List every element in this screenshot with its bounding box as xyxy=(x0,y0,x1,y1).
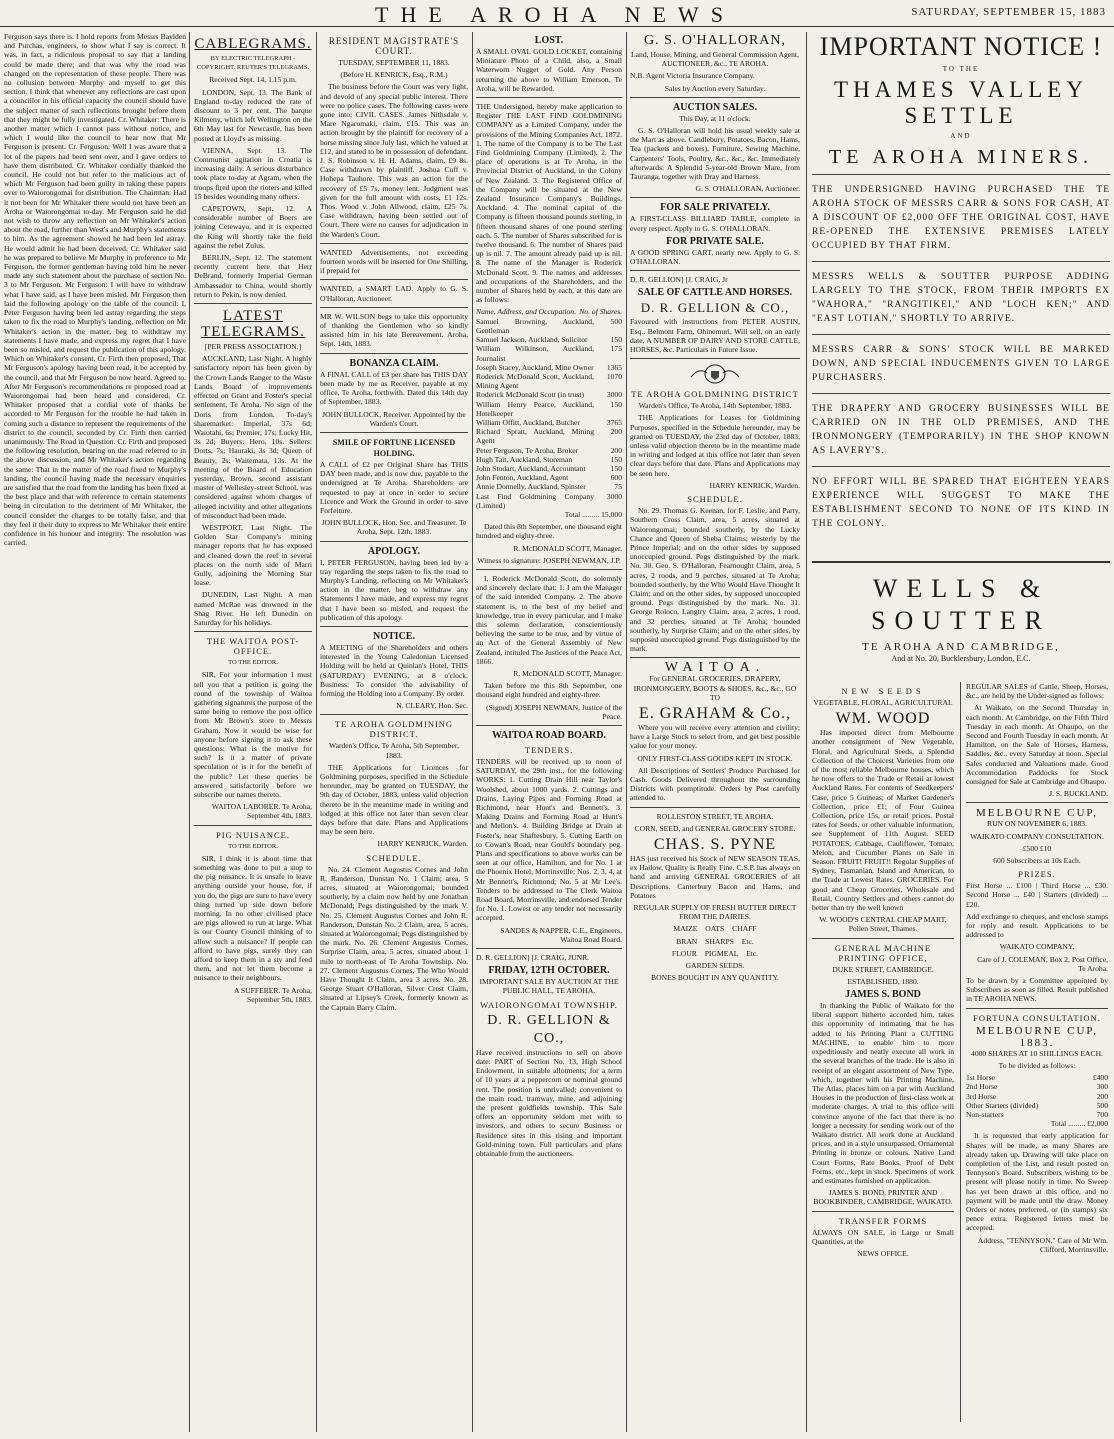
post-office-signature: WAITOA LABORER. Te Aroha, September 4th, 1883. xyxy=(211,802,312,821)
notice-to-the: TO THE xyxy=(942,65,980,73)
column-company xyxy=(476,32,622,1432)
divider xyxy=(320,626,468,627)
notice-paragraph-5: NO EFFORT WILL BE SPARED THAT EIGHTEEN YEARS EXPERIENCE WILL SUGGEST TO MAKE THE ESTABLISHMENT SECOND TO NONE OF ITS KIND IN THE COLONY. xyxy=(812,477,1110,529)
column-rule xyxy=(316,32,317,1432)
halloran-text: Land, House, Mining, and General Commission Agent, AUCTIONEER, &c., TE AROHA. xyxy=(631,50,799,69)
important-notice-heading: IMPORTANT NOTICE ! xyxy=(819,32,1103,61)
goods-line-2: BRAN SHARPS Etc. xyxy=(676,936,754,946)
machine-printing-heading: GENERAL MACHINE PRINTING OFFICE, xyxy=(834,942,932,963)
divider xyxy=(812,334,1110,335)
divider xyxy=(320,279,468,280)
witness: Witness to signature: JOSEPH NEWMAN, J.P. xyxy=(477,555,621,565)
court-heading: RESIDENT MAGISTRATE'S COURT. xyxy=(328,36,460,56)
insurance-note: N.B. Agent Victoria Insurance Company. xyxy=(630,71,755,81)
shareholder-shares: 150 xyxy=(610,399,622,409)
cattle-text: Favoured with instructions from PETER AUSTIN, Esq., Belmont Farm, Ohinemuri, Will sell, on an early date, A NUMBER OF DAIRY AND STORE CATTLE, HORSES, &c. Particulars in Future Issue. xyxy=(630,317,800,355)
apology-text: I, PETER FERGUSON, having been led by a tray regarding the steps taken to fix the road to Murphy's Landing, reflecting on Mr Whitaker's action in the matter, beg to withdraw any Statements I have made, and express my regret that I have been so misled, and request the publication of this apology. xyxy=(320,557,468,622)
billiard-ad: A FIRST-CLASS BILLIARD TABLE, complete in every respect. Apply to G. S. O'HALLORAN. xyxy=(630,214,800,233)
shares-offer: 4000 SHARES AT 10 SHILLINGS EACH. xyxy=(971,1048,1103,1058)
bonanza-heading: BONANZA CLAIM. xyxy=(349,357,439,369)
shareholder-name: Joseph Stacey, Auckland, Mine Owner xyxy=(476,362,594,372)
goldmining-heading: TE AROHA GOLDMINING DISTRICT xyxy=(631,389,799,400)
column-rule xyxy=(626,32,627,1432)
gellion-name: D. R. GELLION & CO., xyxy=(487,1012,611,1046)
shareholder-shares: 3765 xyxy=(606,417,622,427)
divider xyxy=(476,569,622,570)
column-council-report xyxy=(4,32,186,1432)
fortuna-text: It is requested that early application for Shares will be made, as many Shares are already taken up. Drawing will take place on completion of the List, and result posted on Tennyson's Board. Subscribers wishing to be present will please notify in time. No Sweep has yet been drawn at this office, and no payment will be made until the draw. Money Orders or notes preferred, or (in stamps) six pence extra. Registered letters must be accepted. xyxy=(966,1131,1108,1233)
auction-text: G. S. O'Halloran will hold his usual weekly sale at the Mart as above. Candlebury, Potatoes, Bacon, Hams, Tea (packets and boxes), Furniture, Sewing Machine, Carpenters' Tools, Poultry, &c., &c., &c. Immediately afterwards: A Splendid 5-year-old Brown Mare, from Tauranga, together with Dray and Harness. xyxy=(630,126,800,182)
shareholder-name: William Wilkinson, Auckland, Journalist xyxy=(476,344,594,363)
scott-signature: R. McDONALD SCOTT, Manager. xyxy=(513,543,622,553)
divider xyxy=(320,353,468,354)
post-office-to: TO THE EDITOR. xyxy=(228,659,278,667)
shareholder-shares: 1365 xyxy=(606,362,622,372)
scott-signature-2: R. McDONALD SCOTT, Manager. xyxy=(513,669,622,678)
shareholder-shares: 150 xyxy=(610,454,622,464)
cheques-text: Add exchange to cheques, and enclose stamps for reply and result. Applications to be addressed to xyxy=(966,911,1108,940)
prize-value: £400 xyxy=(1092,1073,1108,1083)
lost-text: A SMALL OVAL GOLD LOCKET, containing Miniature Photo of a Child, also, a Small Waterworn Nugget of Gold. Any Person returning the above to William Emerson, Te Aroha, will be Rewarded. xyxy=(476,47,622,93)
fortuna-heading: FORTUNA CONSULTATION. xyxy=(973,1012,1101,1023)
shareholder-shares: 600 xyxy=(610,473,622,483)
prize-list xyxy=(966,1073,1108,1119)
tenders-heading: TENDERS. xyxy=(524,745,574,756)
thames-valley-heading: THAMES VALLEY SETTLE xyxy=(834,77,1088,128)
gellion-craig-header: D. R. GELLION] [J. CRAIG, Jr xyxy=(630,275,728,285)
subcolumn-sales xyxy=(966,682,1108,1257)
shareholder-name: Last Find Goldmining Company (Limited) xyxy=(476,491,594,510)
divided-label: To be divided as follows: xyxy=(998,1060,1076,1070)
cablegrams-received: Received Sept. 14, 1.15 p.m. xyxy=(209,75,297,85)
shareholder-shares: 200 xyxy=(610,445,622,455)
header-name: Name, Address, and Occupation. xyxy=(476,307,576,317)
divider xyxy=(630,270,800,271)
prize-row xyxy=(966,1110,1108,1119)
auction-day: This Day, at 11 o'clock. xyxy=(679,113,751,123)
cart-ad: A GOOD SPRING CART, nearly new. Apply to G. S. O'HALLORAN. xyxy=(630,247,800,267)
divider xyxy=(320,307,468,308)
care-of-coleman: Care of J. COLEMAN, Box 2, Post Office, Te Aroha. xyxy=(977,954,1108,973)
goods-line-1: MAIZE OATS CHAFF xyxy=(673,924,757,934)
company-dated: Dated this 8th September, one thousand eight hundred and eighty-three. xyxy=(476,522,622,541)
private-sale-heading-2: FOR PRIVATE SALE. xyxy=(666,235,764,247)
kenrick-signature: HARRY KENRICK, Warden. xyxy=(377,839,468,849)
shareholder-shares: 3000 xyxy=(606,491,622,501)
prizes-heading: PRIZES. xyxy=(1018,869,1056,880)
shareholder-name: Annie Donnelly, Auckland, Spinster xyxy=(476,482,586,492)
shareholder-row xyxy=(476,390,622,399)
important-sale: IMPORTANT SALE BY AUCTION AT THE PUBLIC HALL, TE AROHA. xyxy=(479,977,619,996)
prize-value: 700 xyxy=(1096,1109,1108,1119)
district-heading: TE AROHA GOLDMINING DISTRICT. xyxy=(334,719,454,740)
private-sale-heading: FOR SALE PRIVATELY. xyxy=(660,202,770,214)
column-rule xyxy=(806,32,807,1432)
divider xyxy=(812,466,1110,467)
schedule-text-2: No. 29. Thomas G. Keenan, for F. Leslie, and Party, Southern Cross Claim, area, 5 acres, situated at Waiorongomai; bounded southerly, by the Lucky Chance and Queen of Sheba Claims; westerly by the Prince Imperial; and on the other sides by supposed unoccupied ground. Pegs distinguished by the mark. No. 30. Geo. S. O'Halloran, Fearnought Claim, area, 5 acres, 2 roods, and 9 perches, situated at Te Aroha; bounded southerly, by the Who Would Have Thought It Claim; and on the other sides, by supposed unoccupied ground. Pegs distinguished by the mark. No. 31. George Roloco, Langtry Claim, area, 2 acres, 1 rood, and 32 perches, situated at Te Aroha; bounded southerly, by Surprise Claim; and on the other sides, by supposed unoccupied ground. Pegs distinguished by the mark. xyxy=(630,506,800,654)
seeds-heading: NEW SEEDS xyxy=(841,686,925,696)
cable-capetown: CAPETOWN, Sept. 12. A considerable number of Boers are joining Cetewayo, and it is expected the King will shortly take the field against the rebel Zulus. xyxy=(194,204,312,250)
shareholder-name: William Offitt, Auckland, Butcher xyxy=(476,417,580,427)
divider xyxy=(194,825,312,826)
tenders-text: TENDERS will be received up to noon of SATURDAY, the 29th inst., for the following WORKS: 1. Cutting Drain Hill near Taylor's Woolshed, about 1000 yards. 2. Cuttings and Drains, Laying Pipes and Forming Road at Richmond, near Hunt's and Bennett's. 3. Making Drains and Forming Road at Hunt's and Mellon's. 4. Building Bridge at Drain at Foster's, near Shaftesbury. 5. Cutting Earth on to Cowan's Road, near Gould's boundary peg. Plans and specifications to above works can be seen at our office, Hamilton, and for No. 1 at the Phoenix Hotel, Morrinsville; Nos. 2, 3, 4, at Mr Bennett's, Richmond; No. 5 at Mr Lee's. Tenders to be addressed to The Clerk Waitoa Road Board, Morrinsville, and endorsed Tender for No. 1. Lowest or any tender not necessarily accepted. xyxy=(476,757,622,923)
masthead xyxy=(0,0,1114,27)
pyne-name: CHAS. S. PYNE xyxy=(653,835,777,853)
shareholder-row xyxy=(476,492,622,510)
divider xyxy=(630,657,800,658)
shareholder-row xyxy=(476,482,622,491)
drawn-text: To be drawn by a Committee appointed by Subscribers as soon as filled. Result published in TE AROHA NEWS. xyxy=(966,976,1108,1004)
divider xyxy=(812,393,1110,394)
graham-text: Where you will receive every attention and civility; have a Large Stock to select from, and get best possible value for your money. xyxy=(630,722,800,751)
shareholder-row xyxy=(476,317,622,335)
shareholder-name: Peter Ferguson, Te Aroha, Broker xyxy=(476,445,579,455)
telegram-westport: WESTPORT, Last Night. The Golden Star Company's mining manager reports that he has exposed and cleaned down the reef in several places on the north side of Marri Gully, adjoining the Morning Star lease. xyxy=(194,522,312,588)
shareholder-shares: 75 xyxy=(614,482,622,492)
wilson-thanks: MR W. WILSON begs to take this opportunity of thanking the Gentlemen who so kindly assisted him in his late Bereavement. Aroha, Sept. 14th, 1883. xyxy=(320,311,468,349)
court-text: The business before the Court was very light, and devoid of any special public interest. There were no police cases. The following cases were gone into: CIVIL CASES. James Nithsdale v. Mare Ngaromaki, claim, £15. This was an action brought by the plaintiff for recovery of a horse missing since July last, which he valued at £12, and stated to be in possession of defendant. J. S. Robinson v. H. H. Adams, claim, £9 8s. Case withdrawn by plaintiff. Joshua Cuff v. Hohepa Tauhore. This was an action for the recovery of £5 7s, money lent. Judgment was given for the full amount with costs, £1 12s. Thos. Wood v. John Allwood, claim, £25 7s. Case withdrawn, having been settled out of Court. There were no causes for adjudication in the Warden's Court. xyxy=(320,82,468,239)
cablegrams-byline: BY ELECTRIC TELEGRAPH - COPYRIGHT. REUTER'S TELEGRAMS. xyxy=(196,55,310,72)
divider xyxy=(320,541,468,542)
column-auctions xyxy=(630,32,800,1432)
graham-name: E. GRAHAM & Co., xyxy=(638,704,791,722)
bond-signature: JAMES S. BOND, PRINTER AND BOOKBINDER, CAMBRIDGE, WAIKATO. xyxy=(813,1188,953,1207)
bones-bought: BONES BOUGHT IN ANY QUANTITY. xyxy=(651,973,779,983)
wells-soutter-heading: WELLS & SOUTTER xyxy=(812,561,1110,637)
divider xyxy=(194,303,312,304)
tennyson-address: Address, "TENNYSON," Care of Mr Wm. Clifford, Morrinsville. xyxy=(977,1235,1108,1254)
shareholder-shares: 175 xyxy=(610,344,622,354)
prize-value: 500 xyxy=(1096,1100,1108,1110)
gellion-craig-header: D. R. GELLION] [J. CRAIG, JUNR. xyxy=(476,953,590,963)
notice-paragraph-1: THE UNDERSIGNED HAVING PURCHASED THE TE AROHA STOCK OF MESSRS CARR & SONS FOR CASH, AT A DISCOUNT OF £2,000 OFF THE ORIGINAL COST, HAVE RE-OPENED THE EXTENSIVE PREMISES LATELY OCCUPIED BY THAT FIRM. xyxy=(812,185,1110,251)
shareholder-name: Richard Spratt, Auckland, Mining Agent xyxy=(476,427,594,446)
divider xyxy=(320,432,468,433)
shareholder-row xyxy=(476,455,622,464)
duke-street: DUKE STREET, CAMBRIDGE. xyxy=(832,964,934,974)
declaration-text: I, Roderick McDonald Scott, do solemnly and sincerely declare that: 1. I am the Manager of the said intended Company. 2. The above statement is, to the best of my belief and knowledge, true in every particular, and I make this solemn declaration, conscientiously believing the same to be true, and by virtue of an Act of the General Assembly of New Zealand, intituled The Justices of the Peace Act, 1866. xyxy=(476,573,622,666)
shareholder-row xyxy=(476,473,622,482)
shareholder-name: Samuel Jackson, Auckland, Solicitor xyxy=(476,335,588,345)
auction-heading: AUCTION SALES. xyxy=(673,101,757,113)
seeds-sub: VEGETABLE, FLORAL, AGRICULTURAL xyxy=(813,698,953,707)
butter-supply: REGULAR SUPPLY OF FRESH BUTTER DIRECT FROM THE DAIRIES. xyxy=(633,903,797,922)
bond-text: In thanking the Public of Waikato for the liberal support hitherto accorded him, takes this opportunity of intimating that he has added to his Printing Plant a CUTTING MACHINE, to enable him to more expeditiously and neatly execute all work in the several branches of the trade. He is also in receipt of an elegant assortment of New Type, which, together with his Printing Machine, The Atlas, places him on a par with Auckland Houses in the production of first-class work at moderate charges. A trial to this office will convince anyone of the fact that there is no longer a necessity for sending work out of the Waikato district. All work done at Auckland prices, and in a style unsurpassed. Ornamental Printing in bronze or colours. Native Land Court Forms, Rate Books, Proof of Debt Forms, etc., kept in stock. Specimens of work and estimates furnished on application. xyxy=(812,1001,954,1185)
goods-line-3: FLOUR PIGMEAL Etc. xyxy=(671,948,759,958)
cattle-sale-heading: SALE OF CATTLE AND HORSES. xyxy=(637,287,793,299)
divider xyxy=(320,714,468,715)
bullock-signature: JOHN BULLOCK, Receiver. Appointed by the Warden's Court. xyxy=(322,409,466,428)
wells-soutter-address: And at No. 20, Bucklersbury, London, E.C. xyxy=(891,654,1031,663)
prize-row xyxy=(966,1073,1108,1082)
column-rule xyxy=(189,32,190,1432)
notice-paragraph-2: MESSRS WELLS & SOUTTER PURPOSE ADDING LARGELY TO THE STOCK, FROM THEIR IMPORTS EX "WAHORA," "RANGITIKEI," AND "LOCH KEN;" AND "EAST LOTIAN," SHORTLY TO ARRIVE. xyxy=(812,272,1110,324)
cable-berlin: BERLIN, Sept. 12. The statement recently current here that Herr DeBrand, formerly Imperial German Ambassador to China, would shortly return to Pekin, is now denied. xyxy=(194,253,312,299)
press-association: [PER PRESS ASSOCIATION.] xyxy=(204,342,302,352)
wood-store: W. WOOD'S CENTRAL CHEAP MART, Pollen Street, Thames. xyxy=(819,915,947,934)
telegram-dunedin: DUNEDIN, Last Night. A man named McRae was drowned in the Shag River. He left Dunedin on Saturday for his holidays. xyxy=(194,590,312,627)
prize-label: Other Starters (divided) xyxy=(966,1100,1039,1110)
gellion-sale-text: Have received instructions to sell on above date: PART of Section No. 13, High School Endowment, in suitable allotments; for a term of 10 years at a peppercorn or nominal ground rent. The position is unrivalled; convenient to the main road, tramway, mine, and adjoining the present goldfields township. This Sale offers an opportunity seldom met with to investors, and others to secure Business or Residence sites in this rising and important Gold-mining town. Full particulars and plans obtainable from the auctioneers. xyxy=(476,1047,622,1158)
divider xyxy=(812,1211,954,1212)
te-aroha-miners-heading: TE AROHA MINERS. xyxy=(829,146,1093,168)
melbourne-cup-1883: MELBOURNE CUP, 1883. xyxy=(975,1024,1099,1049)
buckland-signature: J. S. BUCKLAND. xyxy=(1049,789,1108,799)
shareholder-row xyxy=(476,372,622,390)
regular-sales: REGULAR SALES of Cattle, Sheep, Horses, &c., are held by the Under-signed as follows: xyxy=(966,682,1108,701)
notice-and: AND xyxy=(950,132,972,140)
divider xyxy=(630,358,800,359)
established: ESTABLISHED, 1880. xyxy=(847,976,919,986)
schedule-heading-2: SCHEDULE. xyxy=(687,494,743,505)
wanted-ad-notice: WANTED Advertisements, not exceeding fourteen words will be inserted for One Shilling, if prepaid for xyxy=(320,247,468,276)
divider xyxy=(630,807,800,808)
divider xyxy=(194,631,312,632)
column-rule xyxy=(472,32,473,1432)
column-court xyxy=(320,32,468,1432)
council-report-text: Ferguson says there is. I hold reports from Messrs Baylden and Purchas, engineers, to show what I say is correct. It was, in fact, a ridiculous proposal to say that a landing could be made there; and that was why the road was changed on the representation of these people. There was no collusion between Murphy and myself to get this section. I think that whenever any reflections are cast upon a councillor in his official capacity the council should have the subject matter of such reflections brought before them that they might be fully investigated. Cr. Whitaker: There is another matter which I cannot pass without notice, and which I would like the council to hear now that Mr Ferguson is present. Cr. Ferguson: Well I was aware that a lot of the papers had been sent over, and I gave orders to have them distributed. Cr. Whitaker cordially thanked the council. He could not but refer to the malicious act of which Mr Ferguson had been guilty in taking these papers over to Waiorongomai for distribution. The Chairman: Had it not been for Mr Whitaker there would not have been an Aroha or Waiorongomai to-day. Mr Ferguson said he did not wish to throw any reflection on Mr Whitaker's action about the road, further than West's and Murphy's statements to him. As the agreement showed he had been led astray. He would admit he had been deceived. Cr. Whitaker said he was prepared to believe Mr Murphy in preference to Mr Ferguson, the former gentleman having told him he never made any such statement about the purchase of section No. 3 to Mr Ferguson. Mr Ferguson: I will have to withdraw what I have said, as I have been misled. Mr Ferguson then laid the following apology on the table of the council: I, Peter Ferguson having been led astray regarding the steps taken to fix the road to Murphy's landing, reflection on Mr Whitaker's action in the matter, beg to withdraw my statements I have made, and express my regret that I have been so misled, and request the publication of this apology. Which on Whitaker's consent, Cr. Firth then proposed, That Mr Ferguson's apology having been read, it be accepted by the council, and that Mr Ferguson be now heard. Agreed to. After Mr Ferguson's recommendations re proposed road at Waiorongomai had been heard and considered, Cr. Whitaker proposed that a cordial vote of thanks be accorded to Mr Ferguson for the trouble he had taken in coming such a distance to represent the requirements of the district to the council, seconded by Cr. Firth then carried unanimously. The Road in Question. Cr. Firth and proposed the following resolution, bearing on the road referred to in the above discussion, and Mr Whitaker's action regarding the same: That in the matter of the road fixed to Murphy's landing, the council having made the necessary enquiries are satisfied that the road from the landing has been fixed at the best place and that with reference to certain statements being in circulation to the detriment of Mr Whitaker, the council consider the charges to be totally false, and that they feel it their duty to express to Mr Whitaker their entire confidence in his honour and integrity. The resolution was carried. xyxy=(4,32,186,548)
divider xyxy=(966,802,1108,803)
gellion-co-name: D. R. GELLION & CO., xyxy=(640,300,790,316)
post-office-heading: THE WAITOA POST-OFFICE. xyxy=(206,636,300,657)
sandes-signature: SANDES & NAPPER, C.E., Engineers, Waitoa Road Board. xyxy=(500,925,622,944)
court-date: TUESDAY, SEPTEMBER 11, 1883. xyxy=(338,58,450,67)
shareholder-name: Roderick McDonald Scott, Auckland, Mining Agent xyxy=(476,371,594,391)
taken-before: Taken before me this 8th September, one thousand eight hundred and eighty-three. xyxy=(476,681,622,700)
transfer-text: ALWAYS ON SALE, in Large or Small Quantities, at the xyxy=(812,1227,954,1246)
divider xyxy=(812,938,954,939)
wanted-lad-ad: WANTED, a SMART LAD. Apply to G. S. O'Halloran, Auctioneer. xyxy=(320,284,468,303)
column-important-notice xyxy=(812,32,1110,1432)
court-before: (Before H. KENRICK, Esq., R.M.) xyxy=(340,70,448,80)
divider xyxy=(476,97,622,98)
shareholders-list xyxy=(476,317,622,510)
pig-nuisance-signature: A SUFFERER. Te Aroha, September 5th, 1883. xyxy=(233,985,312,1004)
divider xyxy=(476,725,622,726)
shareholders-header xyxy=(476,307,622,316)
notice-paragraph-4: THE DRAPERY AND GROCERY BUSINESSES WILL BE CARRIED ON IN THE OLD PREMISES, AND THE IRONMONGERY (TEMPORARILY) IN THE SHOP KNOWN AS LAVERY'S. xyxy=(812,404,1110,456)
cup-run-date: RUN ON NOVEMBER 6, 1883. xyxy=(987,819,1087,829)
friday-heading: FRIDAY, 12TH OCTOBER. xyxy=(488,965,610,977)
subscribers: 600 Subscribers at 10s Each. xyxy=(993,856,1081,866)
prizes-text: First Horse ... £100 | Third Horse ... £30. Second Horse ... £40 | Starters (divided) ... £20. xyxy=(966,881,1108,909)
wood-text: Has imported direct from Melbourne another consignment of New Vegetable, Floral, and Agricultural Seeds, a Splendid Collection of the Choicest Varieties from one of the most reliable Melbourne houses, which he now offers to the Trade or Retail at lowest Auckland Rates. For contents of Seedkeepers' Case, price 5 Guineas; of Market Gardener's Collection, price £1; of Four Guinea Collection, price 15s, or retail prices. Postal rates for Seeds, or other valuable information, see Supplement of 11th August. SEED POTATOES, Cabbage, Cauliflower, Tomato, Melon, and Cucumber Plants on Sale in Season. FRUIT! FRUIT!! Regular Supplies of Sydney, Tasmanian, Island and American, to the Trade at Lowest Rates. GROCERIES. For good and Cheap Groceries, Wholesale and Retail, Country Settlers and others cannot do better than try the well known xyxy=(812,728,954,913)
consultation-heading: WAIKATO COMPANY CONSULTATION. xyxy=(970,831,1104,841)
prize-value: 300 xyxy=(1096,1082,1108,1092)
settlers-text: All Descriptions of Settlers' Produce Purchased for Cash. Goods Delivered throughout the surrounding Districts with promptitude. Orders by Post carefully attended to. xyxy=(630,765,800,803)
shareholders-total: Total ......... 15,000 xyxy=(564,509,622,519)
divider xyxy=(630,197,800,198)
garden-seeds: GARDEN SEEDS. xyxy=(685,961,745,971)
company-text: THE Undersigned, hereby make application to Register THE LAST FIND GOLDMINING COMPANY as a Limited Company, under the provisions of the Mining Companies Act, 1872. 1. The name of the Company is to be The Last Find Goldmining Company (Limited). 2. The place of operations is at Te Aroha, in the Provincial District of Auckland, in the Colony of New Zealand. 3. The Registered Office of the Company will be situated at the New Zealand Insurance Company's Buildings, Auckland. 4. The nominal capital of the Company is fifteen thousand pounds sterling, in fifteen thousand shares of one pound sterling each. 5. The number of Shares subscribed for is twelve thousand. 6. The number of Shares paid up is nil. 7. The amount already paid up is nil. 8. The name of the Manager is Roderick McDonald Scott. 9. The names and addresses and occupations of the Shareholders, and the number of Shares held by each, at this date are as follows: xyxy=(476,102,622,305)
prize-row xyxy=(966,1082,1108,1091)
column-cablegrams xyxy=(194,32,312,1432)
halloran-signature: G. S. O'HALLORAN, Auctioneer. xyxy=(695,184,800,194)
shareholder-row xyxy=(476,344,622,362)
transfer-forms-heading: TRANSFER FORMS xyxy=(838,1215,928,1226)
divider xyxy=(630,97,800,98)
notice-paragraph-3: MESSRS CARR & SONS' STOCK WILL BE MARKED DOWN, AND SPECIAL INDUCEMENTS GIVEN TO LARGE PURCHASERS. xyxy=(812,345,1110,383)
issue-date: SATURDAY, SEPTEMBER 15, 1883 xyxy=(911,6,1106,18)
shareholder-row xyxy=(476,400,622,418)
schedule-text: No. 24. Clement Augustus Cornes and John R. Randerson, Dunstan No. 1 Claim; area, 5 acres, situated at Waiorongomai; bounded southerly, by a claim now held by one Jonathan McDonald; Pegs distinguished by the mark V. No. 25. Clement Augustus Cornes and John R. Randerson, Dunstan No. 2 Claim, area, 5 acres, situated at Waiorongomai; Pegs distinguished by the mark. No. 26. Clement Augustus Cornes, Surprise Claim, area, 5 acres, situated about 1 mile to north-east of Te Aroha Township. No. 27. Clement Augustus Cornes, The Who Would Have Thought It Claim, area 3 acres. No. 28. George Stuart O'Halloran, Silver Crest Claim, situated at Lipsey's Creek, formerly known as the Captain Barry Claim. xyxy=(320,864,468,1012)
shareholder-name: Samuel Browning, Auckland, Gentleman xyxy=(476,316,594,335)
halloran-name: G. S. O'HALLORAN, xyxy=(643,33,787,48)
shareholder-shares: 3000 xyxy=(606,390,622,400)
shareholder-row xyxy=(476,427,622,445)
shareholder-row xyxy=(476,363,622,372)
waiorongomai-heading: WAIORONGOMAI TOWNSHIP. xyxy=(480,999,618,1010)
divider xyxy=(966,1008,1108,1009)
goldmining-text: THE Applications for Leases for Goldmining Purposes, specified in the Schedule hereunder, may be granted on TUESDAY, the 23rd day of October, 1883, unless valid objection thereto be in the meantime made in writing and lodged at this office not later than seven clear days before that date. Plans and Applications may be seen here. xyxy=(630,413,800,478)
divider xyxy=(476,948,622,949)
cable-vienna: VIENNA, Sept. 13. The Communist agitation in Croatia is increasing daily. A serious disturbance took place to-day at Agram, when the troops fired upon the rioters and killed 15 besides wounding many others. xyxy=(194,145,312,201)
pig-nuisance-to: TO THE EDITOR. xyxy=(228,842,278,850)
notice-text: A MEETING of the Shareholders and others interested in the Young Caledonian Licensed Holding will be held at Quinlan's Hotel, THIS (SATURDAY) EVENING, at 8 o'clock. Business: To consider the advisability of forming the Holding into a Company. By order. xyxy=(320,642,468,698)
divider xyxy=(320,243,468,244)
column-rule xyxy=(960,682,961,1422)
smile-signature: JOHN BULLOCK, Hon. Sec. and Treasurer. Te Aroha, Sept. 12th, 1883. xyxy=(321,518,467,537)
cablegrams-heading: CABLEGRAMS. xyxy=(194,36,312,52)
shareholder-shares: 200 xyxy=(610,427,622,437)
apology-heading: APOLOGY. xyxy=(367,545,421,557)
shareholder-shares: 1070 xyxy=(606,371,622,381)
shareholder-row xyxy=(476,335,622,344)
prize-row xyxy=(966,1092,1108,1101)
waitoa-for: For GENERAL GROCERIES, DRAPERY, IRONMONGERY, BOOTS & SHOES, &c., &c., GO TO xyxy=(633,674,797,702)
telegram-auckland: AUCKLAND, Last Night. A highly satisfactory report has been given by the Crown Lands Ranger to the Waste Lands Board of improvements effected on Grant and Foster's special settlement, Te Aroha. No sign of the Doris from London. To-day's sharemarket: Imperial, 37s 6d; Waiotahi, 6s; Premier, 17s; Lucky Hit, 3s 2d; Buyers: Hero, 10s. Sellers: Dorts, 7s; Hauraki, 3s 3d; Queen of Beauty, 2s; Waitemata, 13s. At the meeting of the Board of Education yesterday, Brown, second assistant master of Wellesley-street School, was considered against whom charges of alleged incivility and other allegations of misconduct had been made. xyxy=(194,354,312,520)
cleary-signature: N. CLEARY, Hon. Sec. xyxy=(396,701,468,711)
divider xyxy=(812,261,1110,262)
prize-label: 2nd Horse xyxy=(966,1082,998,1092)
news-office: NEWS OFFICE. xyxy=(857,1248,909,1258)
pyne-text: HAS just received his Stock of NEW SEASON TEAS, ex Hailow, Quality is Really Fine. C.S.P. has always on hand and arriving GENERAL GROCERIES of all Descriptions. Canterbury Bacon and Hams, and Potatoes xyxy=(630,853,800,900)
smile-heading: SMILE OF FORTUNE LICENSED HOLDING. xyxy=(332,437,456,458)
first-class-goods: ONLY FIRST-CLASS GOODS KEPT IN STOCK. xyxy=(637,753,793,763)
district-text: THE Applications for Licences for Goldmining purposes, specified in the Schedule hereunder, may be granted on TUESDAY, the 9th day of October, 1883, unless valid objection thereto be in the meantime made in writing and lodged at this office not later than seven clear days before that date. Plans and Applications may be seen here. xyxy=(320,762,468,837)
prize-row xyxy=(966,1101,1108,1110)
coat-of-arms-icon xyxy=(685,363,745,385)
prize-value: 200 xyxy=(1096,1091,1108,1101)
bond-name: JAMES S. BOND xyxy=(845,989,921,1001)
newspaper-title: THE AROHA NEWS xyxy=(375,2,735,27)
shareholder-shares: 150 xyxy=(610,335,622,345)
shareholder-row xyxy=(476,464,622,473)
sales-text: At Waikato, on the Second Thursday in each month. At Cambridge, on the Fifth Third Tuesday in each month. At Ohaupo, on the Second and Fourth Tuesday in each month. At Hamilton, on the Sale of Horses, Harness, Saddles, &c., every Saturday at noon. Special Sales conducted and Valuations made. Good Accommodation Paddocks for Stock consigned for Sale at Cambridge and Ohaupo. xyxy=(966,703,1108,787)
smile-text: A CALL of £2 per Original Share has THIS DAY been made, and is now due, payable to the undersigned at Te Aroha. Shareholders are requested to pay at once in order to secure Licence and Work the Ground in order to save Forfeiture. xyxy=(320,459,468,515)
notice-heading: NOTICE. xyxy=(373,630,415,642)
latest-telegrams-heading: LATEST TELEGRAMS. xyxy=(201,308,305,341)
waitoa-heading: WAITOA. xyxy=(664,660,766,676)
subcolumn-seeds xyxy=(812,682,954,1261)
kenrick-signature-2: HARRY KENRICK, Warden. xyxy=(709,480,800,490)
prize-label: 3rd Horse xyxy=(966,1091,997,1101)
shareholder-shares: 150 xyxy=(610,463,622,473)
shareholder-shares: 500 xyxy=(610,316,622,326)
shareholder-name: Hugh Tait, Auckland, Storeman xyxy=(476,454,573,464)
district-sub: Warden's Office, Te Aroha, 5th September, 1883. xyxy=(329,741,459,760)
header-shares: No. of Shares. xyxy=(579,307,622,317)
sales-saturday: Sales by Auction every Saturday. xyxy=(664,83,766,93)
shareholder-row xyxy=(476,418,622,427)
waikato-company: WAIKATO COMPANY, xyxy=(999,942,1075,952)
shareholder-row xyxy=(476,446,622,455)
wells-soutter-sub: TE AROHA AND CAMBRIDGE, xyxy=(862,641,1060,653)
post-office-letter: SIR, For your information I must tell you that a petition is going the round of the township of Waitoa gathering signatures the purpose of the same being to remove the post office from Mr Brown's store to Messrs Graham. Now it would be wise for anyone before signing it to ask these questions: What is the motive for such? Is it a matter of private speculation or is it for the benefit of the public? Let these queries be answered satisfactorily before we subscribe our names thereto. xyxy=(194,670,312,800)
melbourne-cup-heading: MELBOURNE CUP, xyxy=(975,807,1099,820)
warden-office: Warden's Office, Te Aroha, 14th September, 1883. xyxy=(638,401,792,411)
waitoa-road-heading: WAITOA ROAD BOARD. xyxy=(492,730,606,742)
newman-signature: (Signed) JOSEPH NEWMAN, Justice of the Peace. xyxy=(486,702,622,721)
rolleston-street: ROLLESTON STREET, TE AROHA. xyxy=(656,811,774,821)
prize-label: 1st Horse xyxy=(966,1073,995,1083)
prize-label: Non-starters xyxy=(966,1109,1004,1119)
prize-total: Total ......... £2,000 xyxy=(1050,1119,1108,1129)
shareholder-name: John Fenton, Auckland, Agent xyxy=(476,473,569,483)
corn-store: CORN, SEED, and GENERAL GROCERY STORE. xyxy=(634,823,796,833)
consultation-sub: £500 £10 xyxy=(1022,843,1052,853)
wood-name: WM. WOOD xyxy=(835,710,931,728)
pig-nuisance-letter: SIR, I think it is about time that something was done to put a stop to the pig nuisance. It is unsafe to leave anything outside your house, for, if you do, the pigs are sure to have every thing turned up side down before morning. In no other civilised place are pigs allowed to run at large. What is our County Council thinking of to allow such a nuisance? If people can afford to have pigs, surely they can afford to keep them in a sty and feed them, and not let them become a nuisance to their neighbours. xyxy=(194,853,312,983)
shareholder-name: William Henry Pearce, Auckland, Hotelkeeper xyxy=(476,399,594,418)
cable-london: LONDON, Sept. 13. The Bank of England to-day reduced the rate of discount to 3 per cent. The barque Kilmeny, which left Wellington on the 6th May last for Newcastle, has been posted at Lloyd's as missing. xyxy=(194,87,312,143)
schedule-heading: SCHEDULE. xyxy=(366,852,422,863)
shareholder-name: John Stodart, Auckland, Accountant xyxy=(476,463,586,473)
pig-nuisance-heading: PIG NUISANCE. xyxy=(216,829,290,840)
bonanza-text: A FINAL CALL of £3 per share has THIS DAY been made by me as Receiver, payable at my office, Te Aroha, forthwith. Dated this 14th day of September, 1883. xyxy=(320,369,468,407)
shareholder-name: Roderick McDonald Scott (in trust) xyxy=(476,390,584,400)
lost-heading: LOST. xyxy=(534,35,564,46)
divider xyxy=(812,174,1110,175)
